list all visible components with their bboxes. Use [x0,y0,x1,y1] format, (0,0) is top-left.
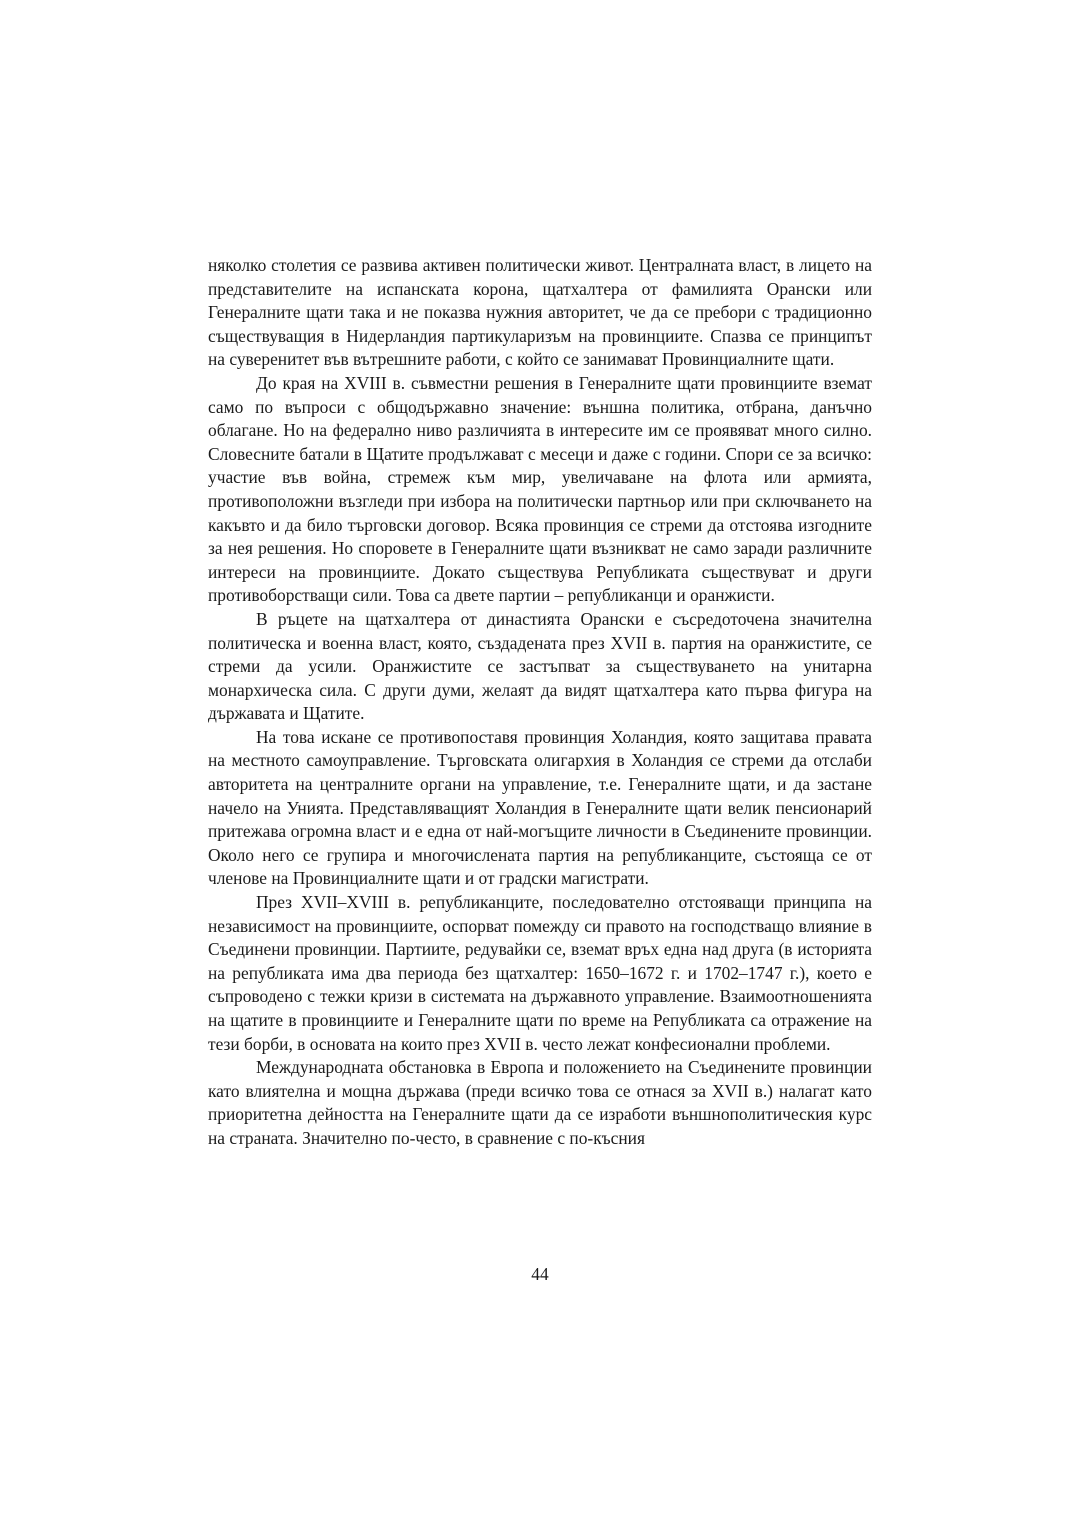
paragraph-3: В ръцете на щатхалтера от династията Орански е съсредоточена значителна политическа и военна власт, която, създадената през XVII в. партия на оранжистите, се стреми да усили. Оранжистите се застъпват за съществуването на унитарна монархическа сила. С други думи, желаят да видят щатхалтера като първа фигура на държавата и Щатите. [208,608,872,724]
page-number: 44 [531,1264,549,1284]
paragraph-5: През XVII–XVIII в. републиканците, последователно отстояващи принципа на независимост на провинциите, оспорват помежду си правото на господстващо влияние в Съединени провинции. Партиите, редувайки се, вземат връх една над друга (в историята на републиката има два периода без щатхалтер: 1650–1672 г. и 1702–1747 г.), което е съпроводено с тежки кризи в системата на държавното управление. Взаимоотношенията на щатите в провинциите и Генералните щати по време на Републиката са отражение на тези борби, в основата на които през XVII в. често лежат конфесионални проблеми. [208,892,872,1054]
paragraph-6: Международната обстановка в Европа и положението на Съединените провинции като влиятелна и мощна държава (преди всичко това се отнася за XVII в.) налагат като приоритетна дейността на Генералните щати да се изработи външнополитическия курс на страната. Значително по-често, в сравнение с по-късния [208,1057,872,1148]
paragraph-4: На това искане се противопоставя провинция Холандия, която защитава правата на местното самоуправление. Търговската олигархия в Холандия се стреми да отслаби авторитета на централните органи на управление, т.е. Генералните щати, и да застане начело на Унията. Представляващият Холандия в Генералните щати велик пенсионарий притежава огромна власт и е една от най-могъщите личности в Съединените провинции. Около него се групира и многочислената партия на републиканците, състояща се от членове на Провинциалните щати и от градски магистрати. [208,726,872,889]
paragraph-1: няколко столетия се развива активен политически живот. Централната власт, в лицето на представителите на испанската корона, щатхалтера от фамилията Орански или Генералните щати така и не показва нужния авторитет, че да се пребори с традиционно съществуващия в Нидерландия партикуларизъм на провинциите. Спазва се принципът на суверенитет във вътрешните работи, с който се занимават Провинциалните щати. [208,255,872,370]
paragraph-2: До края на XVIII в. съвместни решения в Генералните щати провинциите вземат само по въпроси с общодържавно значение: външна политика, отбрана, данъчно облагане. Но на федерално ниво различията в интересите им се проявяват много силно. Словесните батали в Щатите продължават с месеци и даже с години. Спори се за всичко: участие във война, стремеж към мир, увеличаване на флота или армията, противоположни възгледи при избора на политически партньор или при сключването на какъвто и да било търговски договор. Всяка провинция се стреми да отстоява изгодните за нея решения. Но споровете в Генералните щати възникват не само заради различните интереси на провинциите. Докато съществува Републиката съществуват и други противоборстващи сили. Това са двете партии – републиканци и оранжисти. [208,372,872,606]
body-text [208,254,872,1151]
